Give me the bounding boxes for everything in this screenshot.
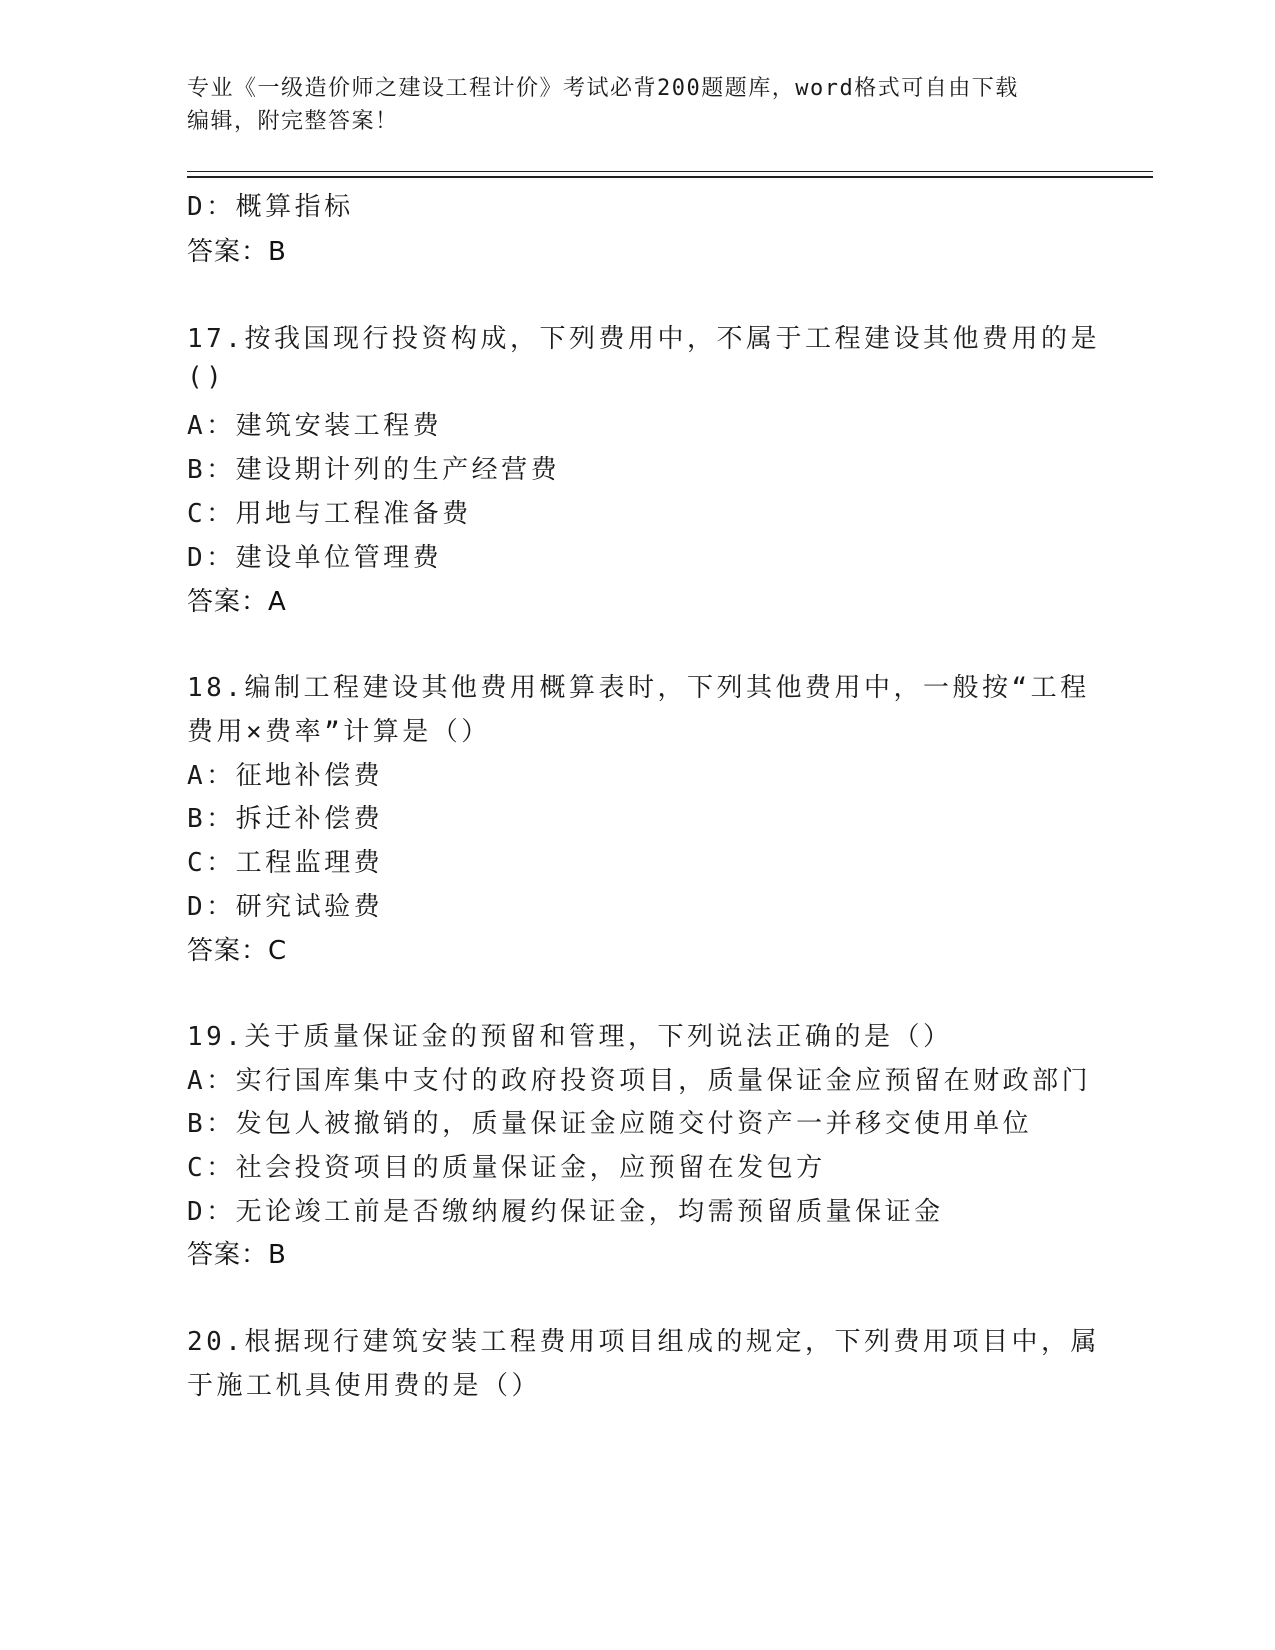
q17-option-a: A：建筑安装工程费	[187, 411, 443, 441]
header-divider-thick	[187, 176, 1153, 178]
q17-option-d: D：建设单位管理费	[187, 543, 443, 573]
prev-answer: 答案：B	[187, 237, 287, 267]
q19-option-c: C：社会投资项目的质量保证金，应预留在发包方	[187, 1153, 826, 1183]
q18-stem-line-2: 费用×费率”计算是（）	[187, 717, 491, 747]
q20-stem-line-2: 于施工机具使用费的是（）	[187, 1371, 542, 1401]
q18-option-c: C：工程监理费	[187, 848, 384, 878]
header-divider-thin	[187, 171, 1153, 172]
q19-option-d: D：无论竣工前是否缴纳履约保证金，均需预留质量保证金	[187, 1197, 944, 1227]
q17-answer: 答案：A	[187, 587, 287, 617]
q19-stem-line-1: 19.关于质量保证金的预留和管理，下列说法正确的是（）	[187, 1022, 953, 1052]
q19-answer: 答案：B	[187, 1240, 287, 1270]
q19-option-a: A：实行国库集中支付的政府投资项目，质量保证金应预留在财政部门	[187, 1066, 1092, 1096]
q18-option-a: A：征地补偿费	[187, 761, 384, 791]
q18-stem-line-1: 18.编制工程建设其他费用概算表时，下列其他费用中，一般按“工程	[187, 673, 1090, 703]
header-line-1: 专业《一级造价师之建设工程计价》考试必背200题题库，word格式可自由下载	[187, 76, 1019, 101]
q18-option-b: B：拆迁补偿费	[187, 804, 384, 834]
prev-option-d: D：概算指标	[187, 192, 354, 222]
q17-stem-line-1: 17.按我国现行投资构成，下列费用中，不属于工程建设其他费用的是	[187, 324, 1100, 354]
header-line-2: 编辑，附完整答案！	[187, 109, 399, 134]
q18-answer: 答案：C	[187, 936, 288, 966]
q17-option-c: C：用地与工程准备费	[187, 499, 472, 529]
q17-stem-line-2: ()	[187, 362, 226, 392]
q19-option-b: B：发包人被撤销的，质量保证金应随交付资产一并移交使用单位	[187, 1109, 1033, 1139]
q18-option-d: D：研究试验费	[187, 892, 384, 922]
page-header	[187, 72, 1087, 138]
q20-stem-line-1: 20.根据现行建筑安装工程费用项目组成的规定，下列费用项目中，属	[187, 1327, 1100, 1357]
q17-option-b: B：建设期计列的生产经营费	[187, 455, 561, 485]
